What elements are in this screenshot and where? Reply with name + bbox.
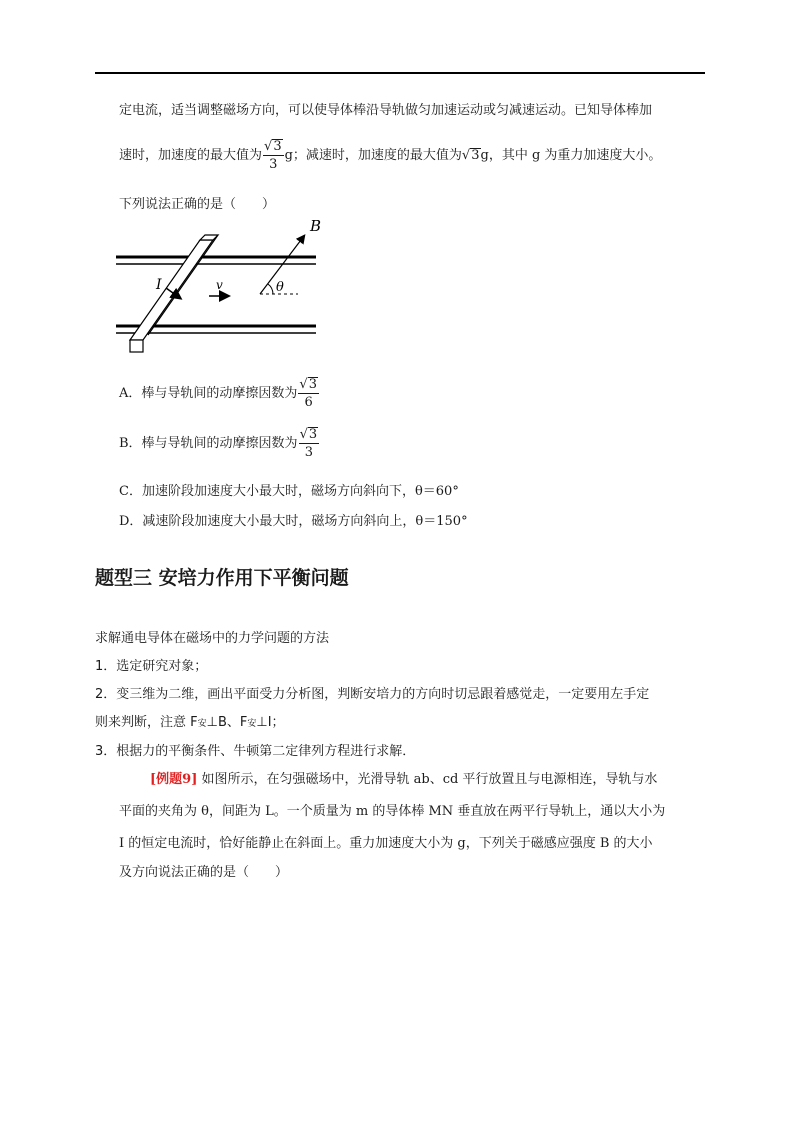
header-rule xyxy=(95,72,705,74)
option-b-fraction: $\frac{√3}{3}$ xyxy=(299,427,318,460)
option-a-denominator: 6 xyxy=(304,395,313,410)
field-label: B xyxy=(310,217,322,235)
method-step-1: 1．选定研究对象； xyxy=(95,659,208,674)
rail-figure xyxy=(110,212,330,360)
problem-text-line-2a: 速时，加速度的最大值为 xyxy=(119,148,263,163)
option-b-denominator: 3 xyxy=(304,445,313,460)
current-label: I xyxy=(156,277,162,293)
problem-question: 下列说法正确的是（ ） xyxy=(119,197,276,212)
example9-line-4: 及方向说法正确的是（ ） xyxy=(119,865,289,880)
option-c: C．加速阶段加速度大小最大时，磁场方向斜向下，θ＝60° xyxy=(119,484,459,499)
option-b-numerator: 3 xyxy=(308,427,318,442)
method-step-2-line-2 xyxy=(95,711,285,730)
option-d: D．减速阶段加速度大小最大时，磁场方向斜向上，θ＝150° xyxy=(119,514,468,529)
example9-line-3: I 的恒定电流时，恰好能静止在斜面上。重力加速度大小为 g，下列关于磁感应强度 B 的大小 xyxy=(119,836,653,851)
example9-line-1 xyxy=(150,768,657,787)
problem-text-line-2 xyxy=(119,139,661,172)
option-a-text: A．棒与导轨间的动摩擦因数为 xyxy=(119,386,298,401)
problem-text-line-2b: g；减速时，加速度的最大值为 xyxy=(284,148,462,163)
option-b-text: B．棒与导轨间的动摩擦因数为 xyxy=(119,436,298,451)
section-heading: 题型三 安培力作用下平衡问题 xyxy=(95,567,349,589)
step2-text-c: ⊥I； xyxy=(256,715,285,730)
frac-a-denominator: 3 xyxy=(269,157,278,172)
option-a-numerator: 3 xyxy=(308,377,317,392)
theta-label: θ xyxy=(276,280,284,295)
option-a-fraction: $\frac{√3}{6}$ xyxy=(299,377,317,410)
problem-text-line-1: 定电流，适当调整磁场方向，可以使导体棒沿导轨做匀加速运动或匀减速运动。已知导体棒加 xyxy=(119,103,653,118)
step2-text-b: ⊥B、F xyxy=(206,715,248,730)
option-a xyxy=(119,377,320,410)
example9-line-2: 平面的夹角为 θ，间距为 L。一个质量为 m 的导体棒 MN 垂直放在两平行导轨上，通以大小为 xyxy=(119,804,666,819)
subscript-an-2: 安 xyxy=(247,719,257,729)
sqrt-3: √3 xyxy=(461,148,480,163)
method-step-3: 3．根据力的平衡条件、牛顿第二定律列方程进行求解． xyxy=(95,744,416,759)
method-step-2-line-1: 2．变三维为二维，画出平面受力分析图，判断安培力的方向时切忌跟着感觉走，一定要用左手定 xyxy=(95,687,650,702)
step2-text-a: 则来判断，注意 F xyxy=(95,715,198,730)
velocity-label: v xyxy=(216,278,223,292)
theta-arc xyxy=(268,284,273,294)
example9-text-1: 如图所示，在匀强磁场中，光滑导轨 ab、cd 平行放置且与电源相连，导轨与水 xyxy=(197,772,658,787)
frac-a-numerator: 3 xyxy=(273,139,282,154)
sqrt-b-radicand: 3 xyxy=(471,148,480,163)
fraction-sqrt3-over-3: $\frac{√3}{3}$ xyxy=(264,139,282,172)
subscript-an-1: 安 xyxy=(197,719,207,729)
method-title: 求解通电导体在磁场中的力学问题的方法 xyxy=(95,631,330,646)
option-b xyxy=(119,427,320,460)
problem-text-line-2c: g，其中 g 为重力加速度大小。 xyxy=(480,148,662,163)
rod-end xyxy=(130,340,143,352)
example9-label: [例题9] xyxy=(150,772,198,787)
